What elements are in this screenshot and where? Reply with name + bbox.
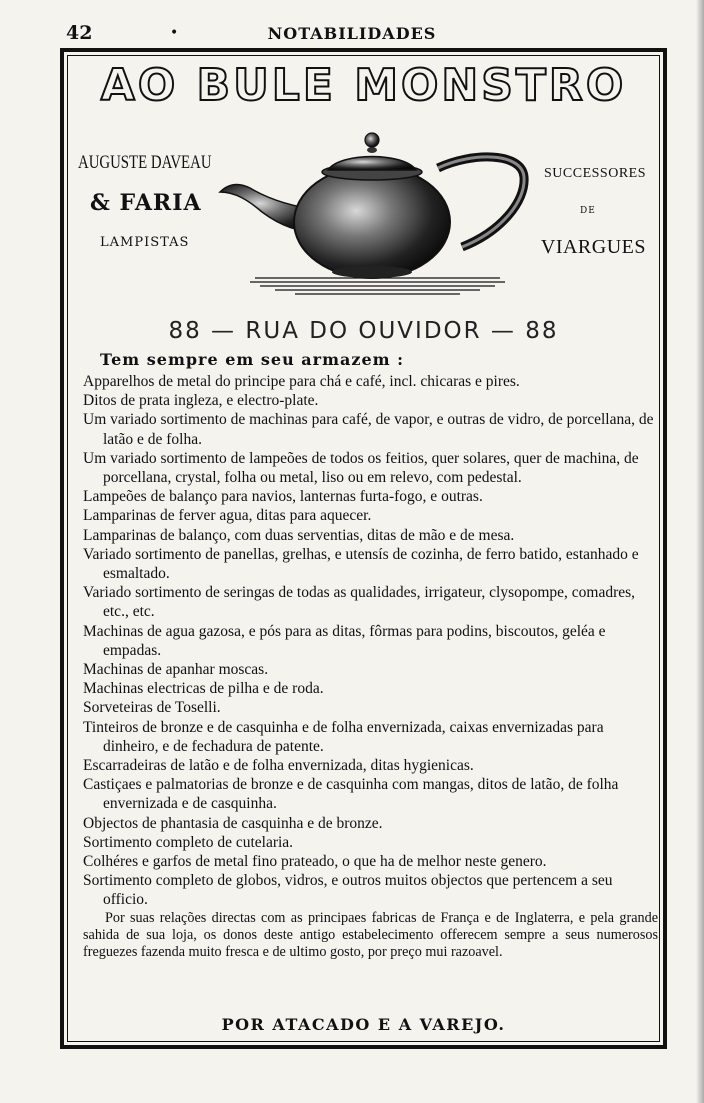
successors-name: VIARGUES bbox=[540, 236, 646, 258]
running-title: NOTABILIDADES bbox=[267, 24, 437, 43]
ornament-dot: • bbox=[170, 25, 179, 41]
list-item: Ditos de prata ingleza, e electro-plate. bbox=[83, 392, 319, 410]
list-item: Machinas electricas de pilha e de roda. bbox=[83, 680, 324, 698]
successors-de: DE bbox=[580, 206, 596, 216]
list-item: Colhéres e garfos de metal fino prateado, o que ha de melhor neste genero. bbox=[83, 853, 547, 871]
street-address: 88 — RUA DO OUVIDOR — 88 bbox=[168, 318, 559, 344]
list-item: Lamparinas de balanço, com duas serventias, ditas de mão e de mesa. bbox=[83, 526, 515, 544]
firm-trade: LAMPISTAS bbox=[100, 235, 190, 250]
list-item: Machinas de agua gazosa, e pós para as ditas, fôrmas para podins, biscoutos, geléa e empadas. bbox=[83, 622, 606, 659]
list-item: Sortimento completo de cutelaria. bbox=[83, 833, 294, 851]
ad-body bbox=[83, 372, 658, 961]
list-item: Sorveteiras de Toselli. bbox=[83, 699, 221, 717]
successors-label: SUCCESSORES bbox=[544, 166, 646, 181]
list-item: Escarradeiras de latão e de folha envernizada, ditas hygienicas. bbox=[83, 757, 474, 775]
list-item: Castiçaes e palmatorias de bronze e de casquinha com mangas, ditos de latão, de folha envernizada e de casquinha. bbox=[83, 776, 619, 813]
list-item: Um variado sortimento de lampeões de todos os feitios, quer solares, quer de machina, de porcellana, crystal, folha ou metal, liso ou em relevo, com pedestal. bbox=[83, 449, 639, 487]
list-item: Apparelhos de metal do principe para chá e café, incl. chicaras e pires. bbox=[83, 373, 520, 390]
list-item: Variado sortimento de panellas, grelhas, e utensís de cozinha, de ferro batido, estanhado e esmaltado. bbox=[83, 545, 639, 583]
ad-title: AO BULE MONSTRO bbox=[100, 60, 627, 111]
list-item: Lamparinas de ferver agua, ditas para aquecer. bbox=[83, 507, 372, 525]
teapot-illustration bbox=[200, 122, 540, 322]
firm-name-line2: & FARIA bbox=[90, 190, 202, 216]
closing-paragraph: Por suas relações directas com as principaes fabricas de França e de Inglaterra, e pela grande sahida de sua loja, os donos deste antigo estabelecimento offerecem sempre a seus numerosos freguezes fazenda muito fresca e de ultimo gosto, por preço mui razoavel. bbox=[83, 909, 658, 960]
page-number: 42 bbox=[66, 22, 93, 44]
list-item: Objectos de phantasia de casquinha e de bronze. bbox=[83, 814, 383, 832]
list-item: Tinteiros de bronze e de casquinha e de folha envernizada, caixas envernizadas para dinheiro, e de fechadura de patente. bbox=[83, 718, 604, 755]
list-item: Lampeões de balanço para navios, lanternas furta-fogo, e outras. bbox=[83, 488, 483, 506]
stock-lead: Tem sempre em seu armazem : bbox=[100, 350, 405, 369]
firm-name-line1: AUGUSTE DAVEAU bbox=[78, 152, 212, 173]
list-item: Sortimento completo de globos, vidros, e outros muitos objectos que pertencem a seu officio. bbox=[83, 872, 613, 909]
list-item: Variado sortimento de seringas de todas as qualidades, irrigateur, clysopompe, comadres, etc., etc. bbox=[83, 584, 636, 621]
list-item: Um variado sortimento de machinas para café, de vapor, e outras de vidro, de porcellana, de latão e de folha. bbox=[83, 411, 654, 448]
wholesale-retail-line: POR ATACADO E A VAREJO. bbox=[221, 1015, 506, 1034]
page-edge-shadow bbox=[696, 0, 704, 1103]
list-item: Machinas de apanhar moscas. bbox=[83, 661, 269, 679]
